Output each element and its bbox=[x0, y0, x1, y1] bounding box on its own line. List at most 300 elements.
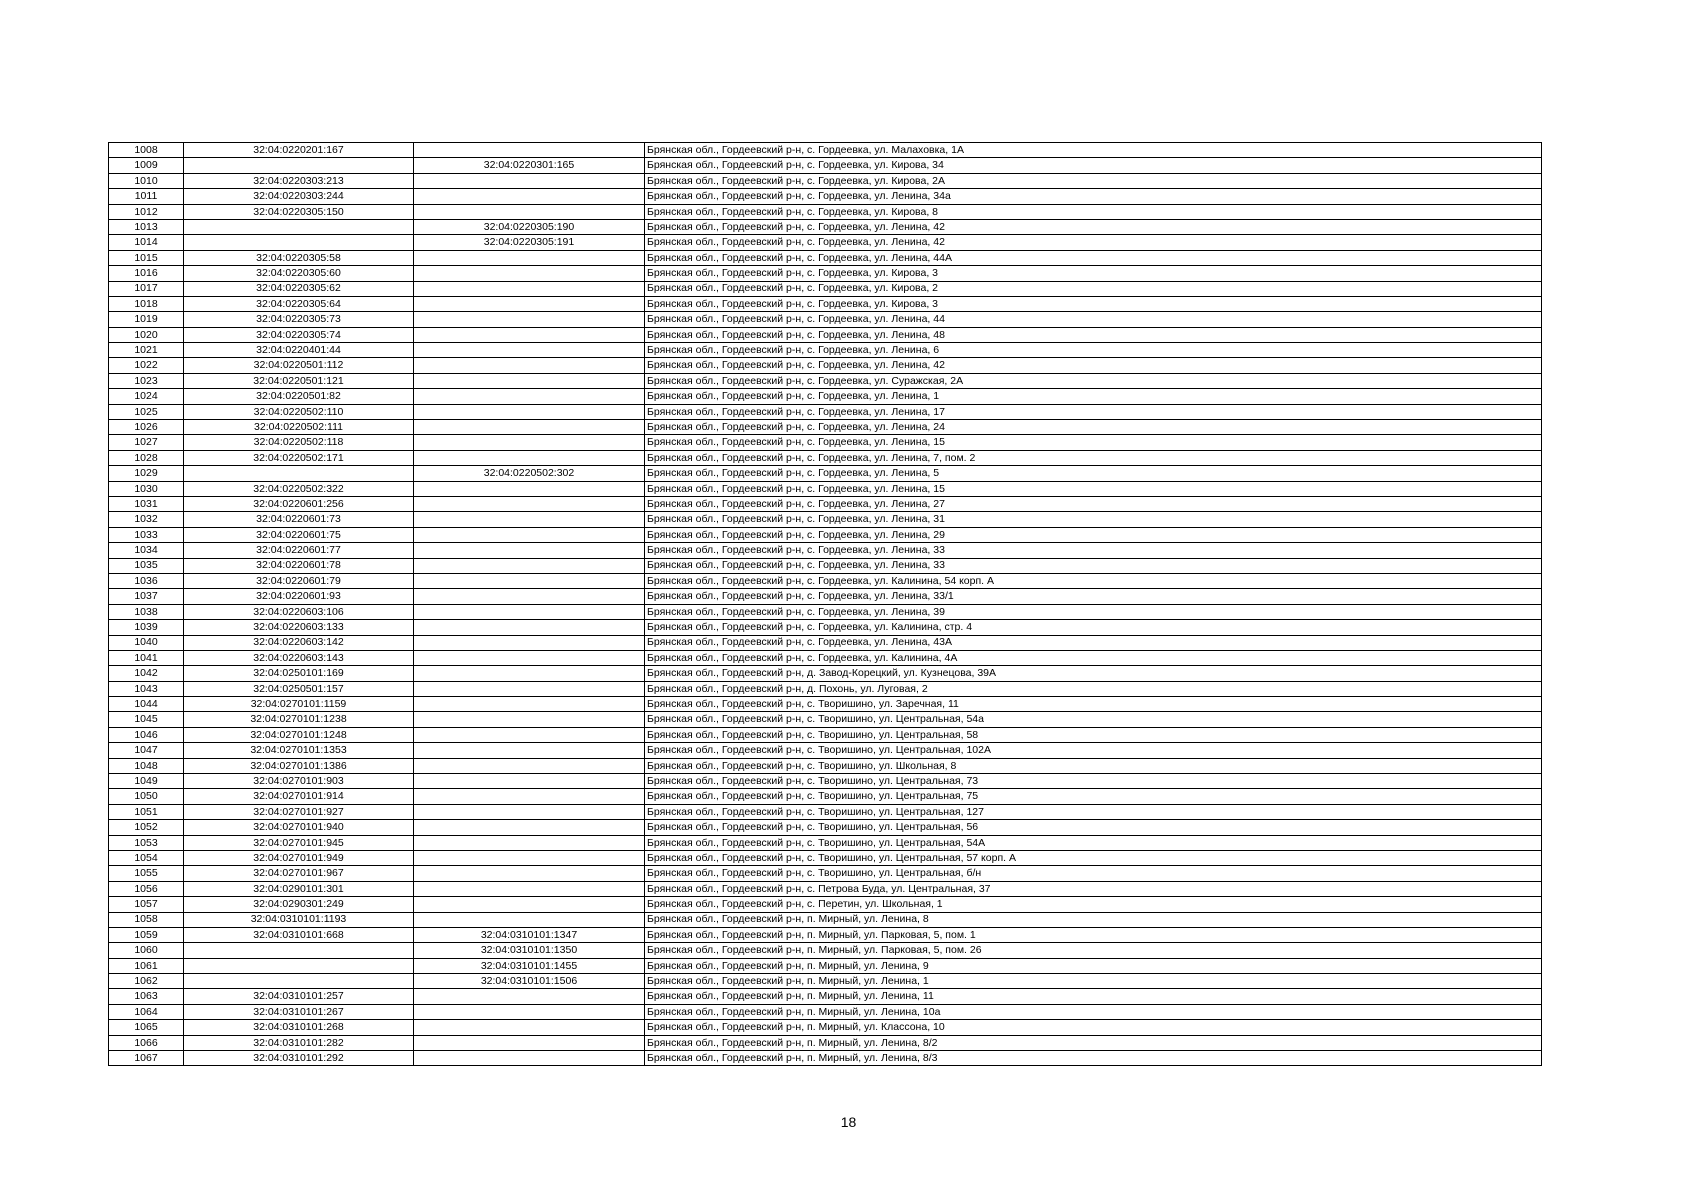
table-row bbox=[109, 481, 1542, 496]
table-row bbox=[109, 404, 1542, 419]
row-number-cell: 1035 bbox=[109, 558, 184, 573]
address-cell: Брянская обл., Гордеевский р-н, п. Мирный, ул. Ленина, 8 bbox=[645, 912, 1542, 927]
cadastral-number-cell: 32:04:0220603:142 bbox=[184, 635, 414, 650]
table-row bbox=[109, 250, 1542, 265]
address-cell: Брянская обл., Гордеевский р-н, с. Гордеевка, ул. Ленина, 44 bbox=[645, 312, 1542, 327]
address-cell: Брянская обл., Гордеевский р-н, п. Мирный, ул. Ленина, 10а bbox=[645, 1004, 1542, 1019]
related-cadastral-number-cell bbox=[414, 173, 645, 188]
cadastral-number-cell bbox=[184, 219, 414, 234]
row-number-cell: 1032 bbox=[109, 512, 184, 527]
address-cell: Брянская обл., Гордеевский р-н, с. Гордеевка, ул. Ленина, 33 bbox=[645, 558, 1542, 573]
table-row bbox=[109, 635, 1542, 650]
related-cadastral-number-cell bbox=[414, 666, 645, 681]
row-number-cell: 1055 bbox=[109, 866, 184, 881]
row-number-cell: 1018 bbox=[109, 296, 184, 311]
related-cadastral-number-cell bbox=[414, 897, 645, 912]
row-number-cell: 1047 bbox=[109, 743, 184, 758]
cadastral-number-cell bbox=[184, 466, 414, 481]
row-number-cell: 1059 bbox=[109, 927, 184, 942]
row-number-cell: 1049 bbox=[109, 774, 184, 789]
table-row bbox=[109, 743, 1542, 758]
address-cell: Брянская обл., Гордеевский р-н, с. Гордеевка, ул. Ленина, 29 bbox=[645, 527, 1542, 542]
cadastral-number-cell: 32:04:0310101:282 bbox=[184, 1035, 414, 1050]
table-row bbox=[109, 697, 1542, 712]
address-cell: Брянская обл., Гордеевский р-н, с. Гордеевка, ул. Ленина, 17 bbox=[645, 404, 1542, 419]
related-cadastral-number-cell bbox=[414, 635, 645, 650]
row-number-cell: 1019 bbox=[109, 312, 184, 327]
table-row bbox=[109, 143, 1542, 158]
table-row bbox=[109, 958, 1542, 973]
address-cell: Брянская обл., Гордеевский р-н, с. Творишино, ул. Центральная, б/н bbox=[645, 866, 1542, 881]
related-cadastral-number-cell bbox=[414, 866, 645, 881]
cadastral-number-cell: 32:04:0220305:74 bbox=[184, 327, 414, 342]
address-cell: Брянская обл., Гордеевский р-н, с. Творишино, ул. Центральная, 57 корп. А bbox=[645, 850, 1542, 865]
table-row bbox=[109, 897, 1542, 912]
row-number-cell: 1021 bbox=[109, 343, 184, 358]
address-cell: Брянская обл., Гордеевский р-н, с. Творишино, ул. Центральная, 73 bbox=[645, 774, 1542, 789]
address-cell: Брянская обл., Гордеевский р-н, с. Гордеевка, ул. Ленина, 15 bbox=[645, 481, 1542, 496]
cadastral-number-cell: 32:04:0220305:62 bbox=[184, 281, 414, 296]
table-row bbox=[109, 835, 1542, 850]
row-number-cell: 1051 bbox=[109, 804, 184, 819]
address-cell: Брянская обл., Гордеевский р-н, с. Гордеевка, ул. Ленина, 33 bbox=[645, 543, 1542, 558]
table-row bbox=[109, 450, 1542, 465]
cadastral-number-cell bbox=[184, 943, 414, 958]
row-number-cell: 1052 bbox=[109, 820, 184, 835]
related-cadastral-number-cell bbox=[414, 1051, 645, 1066]
table-row bbox=[109, 943, 1542, 958]
table-row bbox=[109, 1020, 1542, 1035]
address-cell: Брянская обл., Гордеевский р-н, с. Гордеевка, ул. Калинина, стр. 4 bbox=[645, 620, 1542, 635]
cadastral-number-cell: 32:04:0220303:244 bbox=[184, 189, 414, 204]
table-row bbox=[109, 158, 1542, 173]
address-cell: Брянская обл., Гордеевский р-н, с. Перетин, ул. Школьная, 1 bbox=[645, 897, 1542, 912]
address-cell: Брянская обл., Гордеевский р-н, с. Гордеевка, ул. Ленина, 27 bbox=[645, 496, 1542, 511]
related-cadastral-number-cell bbox=[414, 712, 645, 727]
cadastral-number-cell: 32:04:0270101:1248 bbox=[184, 727, 414, 742]
cadastral-number-cell: 32:04:0220501:82 bbox=[184, 389, 414, 404]
cadastral-number-cell: 32:04:0220305:60 bbox=[184, 266, 414, 281]
row-number-cell: 1022 bbox=[109, 358, 184, 373]
cadastral-number-cell: 32:04:0220603:106 bbox=[184, 604, 414, 619]
address-cell: Брянская обл., Гордеевский р-н, с. Творишино, ул. Школьная, 8 bbox=[645, 758, 1542, 773]
related-cadastral-number-cell bbox=[414, 1020, 645, 1035]
related-cadastral-number-cell bbox=[414, 697, 645, 712]
cadastral-number-cell: 32:04:0310101:1193 bbox=[184, 912, 414, 927]
row-number-cell: 1067 bbox=[109, 1051, 184, 1066]
row-number-cell: 1061 bbox=[109, 958, 184, 973]
address-cell: Брянская обл., Гордеевский р-н, п. Мирный, ул. Ленина, 8/3 bbox=[645, 1051, 1542, 1066]
related-cadastral-number-cell bbox=[414, 373, 645, 388]
table-row bbox=[109, 927, 1542, 942]
related-cadastral-number-cell: 32:04:0220305:191 bbox=[414, 235, 645, 250]
page-number: 18 bbox=[840, 1114, 857, 1130]
registry-table-body bbox=[109, 143, 1542, 1066]
address-cell: Брянская обл., Гордеевский р-н, с. Гордеевка, ул. Ленина, 33/1 bbox=[645, 589, 1542, 604]
cadastral-number-cell bbox=[184, 958, 414, 973]
row-number-cell: 1037 bbox=[109, 589, 184, 604]
related-cadastral-number-cell bbox=[414, 404, 645, 419]
cadastral-number-cell: 32:04:0220502:111 bbox=[184, 420, 414, 435]
related-cadastral-number-cell bbox=[414, 1004, 645, 1019]
address-cell: Брянская обл., Гордеевский р-н, с. Творишино, ул. Центральная, 58 bbox=[645, 727, 1542, 742]
row-number-cell: 1038 bbox=[109, 604, 184, 619]
row-number-cell: 1025 bbox=[109, 404, 184, 419]
table-row bbox=[109, 296, 1542, 311]
related-cadastral-number-cell bbox=[414, 527, 645, 542]
cadastral-number-cell: 32:04:0310101:267 bbox=[184, 1004, 414, 1019]
table-row bbox=[109, 850, 1542, 865]
table-row bbox=[109, 204, 1542, 219]
cadastral-number-cell: 32:04:0270101:903 bbox=[184, 774, 414, 789]
address-cell: Брянская обл., Гордеевский р-н, п. Мирный, ул. Парковая, 5, пом. 1 bbox=[645, 927, 1542, 942]
related-cadastral-number-cell bbox=[414, 881, 645, 896]
row-number-cell: 1012 bbox=[109, 204, 184, 219]
address-cell: Брянская обл., Гордеевский р-н, с. Гордеевка, ул. Ленина, 6 bbox=[645, 343, 1542, 358]
table-row bbox=[109, 774, 1542, 789]
cadastral-number-cell: 32:04:0270101:927 bbox=[184, 804, 414, 819]
related-cadastral-number-cell bbox=[414, 420, 645, 435]
cadastral-number-cell: 32:04:0220502:322 bbox=[184, 481, 414, 496]
table-row bbox=[109, 420, 1542, 435]
row-number-cell: 1043 bbox=[109, 681, 184, 696]
table-row bbox=[109, 789, 1542, 804]
row-number-cell: 1028 bbox=[109, 450, 184, 465]
row-number-cell: 1040 bbox=[109, 635, 184, 650]
address-cell: Брянская обл., Гордеевский р-н, п. Мирный, ул. Ленина, 9 bbox=[645, 958, 1542, 973]
row-number-cell: 1066 bbox=[109, 1035, 184, 1050]
row-number-cell: 1041 bbox=[109, 650, 184, 665]
cadastral-number-cell: 32:04:0220601:78 bbox=[184, 558, 414, 573]
cadastral-number-cell: 32:04:0250101:169 bbox=[184, 666, 414, 681]
related-cadastral-number-cell bbox=[414, 189, 645, 204]
address-cell: Брянская обл., Гордеевский р-н, д. Завод-Корецкий, ул. Кузнецова, 39А bbox=[645, 666, 1542, 681]
address-cell: Брянская обл., Гордеевский р-н, д. Похонь, ул. Луговая, 2 bbox=[645, 681, 1542, 696]
cadastral-number-cell: 32:04:0310101:257 bbox=[184, 989, 414, 1004]
row-number-cell: 1033 bbox=[109, 527, 184, 542]
cadastral-number-cell: 32:04:0220303:213 bbox=[184, 173, 414, 188]
cadastral-number-cell bbox=[184, 158, 414, 173]
address-cell: Брянская обл., Гордеевский р-н, с. Гордеевка, ул. Ленина, 42 bbox=[645, 358, 1542, 373]
related-cadastral-number-cell bbox=[414, 296, 645, 311]
cadastral-number-cell: 32:04:0270101:1386 bbox=[184, 758, 414, 773]
row-number-cell: 1054 bbox=[109, 850, 184, 865]
related-cadastral-number-cell bbox=[414, 435, 645, 450]
row-number-cell: 1014 bbox=[109, 235, 184, 250]
table-row bbox=[109, 512, 1542, 527]
related-cadastral-number-cell bbox=[414, 266, 645, 281]
cadastral-number-cell: 32:04:0220601:256 bbox=[184, 496, 414, 511]
row-number-cell: 1050 bbox=[109, 789, 184, 804]
cadastral-number-cell: 32:04:0220601:79 bbox=[184, 573, 414, 588]
cadastral-number-cell: 32:04:0270101:914 bbox=[184, 789, 414, 804]
cadastral-number-cell: 32:04:0270101:1238 bbox=[184, 712, 414, 727]
row-number-cell: 1017 bbox=[109, 281, 184, 296]
cadastral-number-cell: 32:04:0220305:150 bbox=[184, 204, 414, 219]
table-row bbox=[109, 173, 1542, 188]
related-cadastral-number-cell bbox=[414, 989, 645, 1004]
row-number-cell: 1057 bbox=[109, 897, 184, 912]
row-number-cell: 1011 bbox=[109, 189, 184, 204]
related-cadastral-number-cell: 32:04:0310101:1350 bbox=[414, 943, 645, 958]
address-cell: Брянская обл., Гордеевский р-н, с. Гордеевка, ул. Ленина, 15 bbox=[645, 435, 1542, 450]
table-row bbox=[109, 727, 1542, 742]
row-number-cell: 1065 bbox=[109, 1020, 184, 1035]
table-row bbox=[109, 820, 1542, 835]
row-number-cell: 1034 bbox=[109, 543, 184, 558]
table-row bbox=[109, 666, 1542, 681]
address-cell: Брянская обл., Гордеевский р-н, с. Гордеевка, ул. Ленина, 43А bbox=[645, 635, 1542, 650]
address-cell: Брянская обл., Гордеевский р-н, с. Петрова Буда, ул. Центральная, 37 bbox=[645, 881, 1542, 896]
table-row bbox=[109, 604, 1542, 619]
table-row bbox=[109, 989, 1542, 1004]
related-cadastral-number-cell bbox=[414, 573, 645, 588]
related-cadastral-number-cell bbox=[414, 1035, 645, 1050]
row-number-cell: 1039 bbox=[109, 620, 184, 635]
address-cell: Брянская обл., Гордеевский р-н, с. Гордеевка, ул. Калинина, 4А bbox=[645, 650, 1542, 665]
table-row bbox=[109, 373, 1542, 388]
table-row bbox=[109, 389, 1542, 404]
cadastral-number-cell: 32:04:0270101:967 bbox=[184, 866, 414, 881]
related-cadastral-number-cell bbox=[414, 727, 645, 742]
table-row bbox=[109, 1035, 1542, 1050]
related-cadastral-number-cell bbox=[414, 589, 645, 604]
related-cadastral-number-cell bbox=[414, 774, 645, 789]
related-cadastral-number-cell bbox=[414, 481, 645, 496]
address-cell: Брянская обл., Гордеевский р-н, с. Гордеевка, ул. Кирова, 8 bbox=[645, 204, 1542, 219]
address-cell: Брянская обл., Гордеевский р-н, с. Гордеевка, ул. Суражская, 2А bbox=[645, 373, 1542, 388]
address-cell: Брянская обл., Гордеевский р-н, с. Гордеевка, ул. Малаховка, 1А bbox=[645, 143, 1542, 158]
related-cadastral-number-cell bbox=[414, 820, 645, 835]
address-cell: Брянская обл., Гордеевский р-н, с. Гордеевка, ул. Ленина, 5 bbox=[645, 466, 1542, 481]
address-cell: Брянская обл., Гордеевский р-н, с. Гордеевка, ул. Калинина, 54 корп. А bbox=[645, 573, 1542, 588]
table-row bbox=[109, 189, 1542, 204]
related-cadastral-number-cell: 32:04:0310101:1455 bbox=[414, 958, 645, 973]
related-cadastral-number-cell bbox=[414, 804, 645, 819]
cadastral-number-cell: 32:04:0310101:668 bbox=[184, 927, 414, 942]
row-number-cell: 1048 bbox=[109, 758, 184, 773]
cadastral-number-cell: 32:04:0220501:112 bbox=[184, 358, 414, 373]
related-cadastral-number-cell bbox=[414, 620, 645, 635]
table-row bbox=[109, 974, 1542, 989]
address-cell: Брянская обл., Гордеевский р-н, п. Мирный, ул. Парковая, 5, пом. 26 bbox=[645, 943, 1542, 958]
table-row bbox=[109, 219, 1542, 234]
table-row bbox=[109, 466, 1542, 481]
cadastral-number-cell: 32:04:0270101:940 bbox=[184, 820, 414, 835]
cadastral-number-cell: 32:04:0220201:167 bbox=[184, 143, 414, 158]
address-cell: Брянская обл., Гордеевский р-н, с. Гордеевка, ул. Кирова, 2 bbox=[645, 281, 1542, 296]
cadastral-number-cell: 32:04:0220305:73 bbox=[184, 312, 414, 327]
table-row bbox=[109, 804, 1542, 819]
related-cadastral-number-cell bbox=[414, 543, 645, 558]
table-row bbox=[109, 1004, 1542, 1019]
address-cell: Брянская обл., Гордеевский р-н, с. Творишино, ул. Центральная, 102А bbox=[645, 743, 1542, 758]
row-number-cell: 1053 bbox=[109, 835, 184, 850]
table-row bbox=[109, 620, 1542, 635]
table-row bbox=[109, 358, 1542, 373]
cadastral-number-cell: 32:04:0290101:301 bbox=[184, 881, 414, 896]
row-number-cell: 1024 bbox=[109, 389, 184, 404]
cadastral-number-cell: 32:04:0220502:118 bbox=[184, 435, 414, 450]
address-cell: Брянская обл., Гордеевский р-н, с. Гордеевка, ул. Ленина, 42 bbox=[645, 235, 1542, 250]
address-cell: Брянская обл., Гордеевский р-н, с. Гордеевка, ул. Ленина, 39 bbox=[645, 604, 1542, 619]
cadastral-number-cell: 32:04:0220601:77 bbox=[184, 543, 414, 558]
table-row bbox=[109, 496, 1542, 511]
table-row bbox=[109, 281, 1542, 296]
row-number-cell: 1058 bbox=[109, 912, 184, 927]
address-cell: Брянская обл., Гордеевский р-н, с. Гордеевка, ул. Ленина, 42 bbox=[645, 219, 1542, 234]
cadastral-number-cell bbox=[184, 974, 414, 989]
cadastral-number-cell: 32:04:0270101:945 bbox=[184, 835, 414, 850]
table-row bbox=[109, 881, 1542, 896]
cadastral-number-cell: 32:04:0270101:1159 bbox=[184, 697, 414, 712]
table-row bbox=[109, 650, 1542, 665]
related-cadastral-number-cell bbox=[414, 327, 645, 342]
row-number-cell: 1023 bbox=[109, 373, 184, 388]
related-cadastral-number-cell bbox=[414, 604, 645, 619]
cadastral-number-cell: 32:04:0310101:292 bbox=[184, 1051, 414, 1066]
address-cell: Брянская обл., Гордеевский р-н, с. Творишино, ул. Центральная, 54А bbox=[645, 835, 1542, 850]
cadastral-number-cell: 32:04:0220305:64 bbox=[184, 296, 414, 311]
table-row bbox=[109, 327, 1542, 342]
row-number-cell: 1045 bbox=[109, 712, 184, 727]
table-row bbox=[109, 866, 1542, 881]
related-cadastral-number-cell bbox=[414, 143, 645, 158]
row-number-cell: 1016 bbox=[109, 266, 184, 281]
related-cadastral-number-cell bbox=[414, 204, 645, 219]
row-number-cell: 1046 bbox=[109, 727, 184, 742]
address-cell: Брянская обл., Гордеевский р-н, с. Гордеевка, ул. Кирова, 34 bbox=[645, 158, 1542, 173]
row-number-cell: 1029 bbox=[109, 466, 184, 481]
row-number-cell: 1015 bbox=[109, 250, 184, 265]
address-cell: Брянская обл., Гордеевский р-н, с. Гордеевка, ул. Ленина, 34а bbox=[645, 189, 1542, 204]
address-cell: Брянская обл., Гордеевский р-н, с. Гордеевка, ул. Ленина, 1 bbox=[645, 389, 1542, 404]
cadastral-number-cell: 32:04:0220501:121 bbox=[184, 373, 414, 388]
table-row bbox=[109, 558, 1542, 573]
related-cadastral-number-cell bbox=[414, 358, 645, 373]
row-number-cell: 1042 bbox=[109, 666, 184, 681]
row-number-cell: 1036 bbox=[109, 573, 184, 588]
related-cadastral-number-cell bbox=[414, 558, 645, 573]
table-row bbox=[109, 912, 1542, 927]
address-cell: Брянская обл., Гордеевский р-н, с. Гордеевка, ул. Ленина, 24 bbox=[645, 420, 1542, 435]
address-cell: Брянская обл., Гордеевский р-н, с. Гордеевка, ул. Ленина, 48 bbox=[645, 327, 1542, 342]
cadastral-number-cell: 32:04:0290301:249 bbox=[184, 897, 414, 912]
address-cell: Брянская обл., Гордеевский р-н, с. Гордеевка, ул. Кирова, 3 bbox=[645, 266, 1542, 281]
cadastral-number-cell: 32:04:0220601:93 bbox=[184, 589, 414, 604]
cadastral-number-cell: 32:04:0220305:58 bbox=[184, 250, 414, 265]
cadastral-number-cell: 32:04:0250501:157 bbox=[184, 681, 414, 696]
table-row bbox=[109, 1051, 1542, 1066]
related-cadastral-number-cell: 32:04:0310101:1506 bbox=[414, 974, 645, 989]
registry-table bbox=[108, 142, 1542, 1066]
row-number-cell: 1026 bbox=[109, 420, 184, 435]
related-cadastral-number-cell: 32:04:0220502:302 bbox=[414, 466, 645, 481]
cadastral-number-cell: 32:04:0270101:1353 bbox=[184, 743, 414, 758]
related-cadastral-number-cell: 32:04:0220301:165 bbox=[414, 158, 645, 173]
related-cadastral-number-cell bbox=[414, 450, 645, 465]
related-cadastral-number-cell bbox=[414, 496, 645, 511]
address-cell: Брянская обл., Гордеевский р-н, с. Творишино, ул. Центральная, 127 bbox=[645, 804, 1542, 819]
address-cell: Брянская обл., Гордеевский р-н, с. Творишино, ул. Центральная, 75 bbox=[645, 789, 1542, 804]
address-cell: Брянская обл., Гордеевский р-н, п. Мирный, ул. Ленина, 8/2 bbox=[645, 1035, 1542, 1050]
address-cell: Брянская обл., Гордеевский р-н, с. Гордеевка, ул. Кирова, 3 bbox=[645, 296, 1542, 311]
address-cell: Брянская обл., Гордеевский р-н, п. Мирный, ул. Классона, 10 bbox=[645, 1020, 1542, 1035]
row-number-cell: 1009 bbox=[109, 158, 184, 173]
row-number-cell: 1010 bbox=[109, 173, 184, 188]
related-cadastral-number-cell bbox=[414, 681, 645, 696]
cadastral-number-cell: 32:04:0270101:949 bbox=[184, 850, 414, 865]
row-number-cell: 1063 bbox=[109, 989, 184, 1004]
related-cadastral-number-cell bbox=[414, 835, 645, 850]
address-cell: Брянская обл., Гордеевский р-н, с. Творишино, ул. Заречная, 11 bbox=[645, 697, 1542, 712]
table-row bbox=[109, 589, 1542, 604]
row-number-cell: 1027 bbox=[109, 435, 184, 450]
row-number-cell: 1044 bbox=[109, 697, 184, 712]
table-row bbox=[109, 712, 1542, 727]
related-cadastral-number-cell bbox=[414, 389, 645, 404]
address-cell: Брянская обл., Гордеевский р-н, с. Гордеевка, ул. Кирова, 2А bbox=[645, 173, 1542, 188]
address-cell: Брянская обл., Гордеевский р-н, с. Творишино, ул. Центральная, 56 bbox=[645, 820, 1542, 835]
table-row bbox=[109, 573, 1542, 588]
table-row bbox=[109, 343, 1542, 358]
table-row bbox=[109, 681, 1542, 696]
related-cadastral-number-cell bbox=[414, 312, 645, 327]
cadastral-number-cell: 32:04:0220603:133 bbox=[184, 620, 414, 635]
row-number-cell: 1060 bbox=[109, 943, 184, 958]
cadastral-number-cell: 32:04:0220401:44 bbox=[184, 343, 414, 358]
row-number-cell: 1031 bbox=[109, 496, 184, 511]
address-cell: Брянская обл., Гордеевский р-н, п. Мирный, ул. Ленина, 11 bbox=[645, 989, 1542, 1004]
related-cadastral-number-cell bbox=[414, 650, 645, 665]
address-cell: Брянская обл., Гордеевский р-н, с. Гордеевка, ул. Ленина, 31 bbox=[645, 512, 1542, 527]
table-row bbox=[109, 527, 1542, 542]
related-cadastral-number-cell bbox=[414, 250, 645, 265]
cadastral-number-cell: 32:04:0220603:143 bbox=[184, 650, 414, 665]
table-row bbox=[109, 543, 1542, 558]
related-cadastral-number-cell: 32:04:0220305:190 bbox=[414, 219, 645, 234]
row-number-cell: 1056 bbox=[109, 881, 184, 896]
related-cadastral-number-cell bbox=[414, 743, 645, 758]
row-number-cell: 1064 bbox=[109, 1004, 184, 1019]
cadastral-number-cell: 32:04:0310101:268 bbox=[184, 1020, 414, 1035]
related-cadastral-number-cell bbox=[414, 343, 645, 358]
table-row bbox=[109, 266, 1542, 281]
address-cell: Брянская обл., Гордеевский р-н, с. Гордеевка, ул. Ленина, 44А bbox=[645, 250, 1542, 265]
table-row bbox=[109, 312, 1542, 327]
address-cell: Брянская обл., Гордеевский р-н, с. Творишино, ул. Центральная, 54а bbox=[645, 712, 1542, 727]
cadastral-number-cell: 32:04:0220601:75 bbox=[184, 527, 414, 542]
table-row bbox=[109, 235, 1542, 250]
cadastral-number-cell bbox=[184, 235, 414, 250]
row-number-cell: 1062 bbox=[109, 974, 184, 989]
related-cadastral-number-cell bbox=[414, 789, 645, 804]
related-cadastral-number-cell bbox=[414, 512, 645, 527]
related-cadastral-number-cell bbox=[414, 912, 645, 927]
address-cell: Брянская обл., Гордеевский р-н, с. Гордеевка, ул. Ленина, 7, пом. 2 bbox=[645, 450, 1542, 465]
table-row bbox=[109, 435, 1542, 450]
address-cell: Брянская обл., Гордеевский р-н, п. Мирный, ул. Ленина, 1 bbox=[645, 974, 1542, 989]
row-number-cell: 1008 bbox=[109, 143, 184, 158]
cadastral-number-cell: 32:04:0220502:110 bbox=[184, 404, 414, 419]
related-cadastral-number-cell bbox=[414, 758, 645, 773]
cadastral-number-cell: 32:04:0220601:73 bbox=[184, 512, 414, 527]
related-cadastral-number-cell bbox=[414, 850, 645, 865]
cadastral-number-cell: 32:04:0220502:171 bbox=[184, 450, 414, 465]
related-cadastral-number-cell: 32:04:0310101:1347 bbox=[414, 927, 645, 942]
row-number-cell: 1020 bbox=[109, 327, 184, 342]
related-cadastral-number-cell bbox=[414, 281, 645, 296]
